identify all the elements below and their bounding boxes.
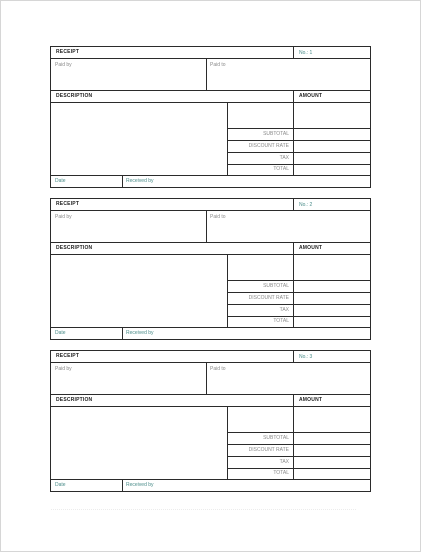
paid-to-label: Paid to [210, 214, 226, 220]
paid-by-label: Paid by [55, 214, 72, 220]
tax-label: TAX [279, 155, 289, 161]
total-label: TOTAL [273, 166, 289, 172]
paid-by-label: Paid by [55, 62, 72, 68]
received-by-label: Received by [126, 178, 154, 184]
received-by-label: Received by [126, 330, 154, 336]
tax-label: TAX [279, 307, 289, 313]
receipt-number: No.: 1 [299, 50, 313, 56]
subtotal-label: SUBTOTAL [263, 435, 289, 441]
receipt-form [50, 198, 371, 340]
total-label: TOTAL [273, 318, 289, 324]
amount-header: AMOUNT [299, 397, 323, 403]
receipt-title: RECEIPT [56, 353, 80, 359]
receipt-form [50, 350, 371, 492]
date-label: Date [55, 330, 66, 336]
description-header: DESCRIPTION [56, 93, 93, 99]
paid-to-label: Paid to [210, 366, 226, 372]
amount-header: AMOUNT [299, 93, 323, 99]
date-label: Date [55, 482, 66, 488]
paid-to-label: Paid to [210, 62, 226, 68]
date-label: Date [55, 178, 66, 184]
discount-rate-label: DISCOUNT RATE [248, 295, 289, 301]
subtotal-label: SUBTOTAL [263, 131, 289, 137]
description-header: DESCRIPTION [56, 245, 93, 251]
receipt-title: RECEIPT [56, 201, 80, 207]
receipt-number: No.: 3 [299, 354, 313, 360]
discount-rate-label: DISCOUNT RATE [248, 447, 289, 453]
receipt-form [50, 46, 371, 188]
paid-by-label: Paid by [55, 366, 72, 372]
description-header: DESCRIPTION [56, 397, 93, 403]
received-by-label: Received by [126, 482, 154, 488]
footer-rule [51, 509, 356, 513]
receipt-title: RECEIPT [56, 49, 80, 55]
discount-rate-label: DISCOUNT RATE [248, 143, 289, 149]
total-label: TOTAL [273, 470, 289, 476]
amount-header: AMOUNT [299, 245, 323, 251]
receipt-number: No.: 2 [299, 202, 313, 208]
tax-label: TAX [279, 459, 289, 465]
subtotal-label: SUBTOTAL [263, 283, 289, 289]
